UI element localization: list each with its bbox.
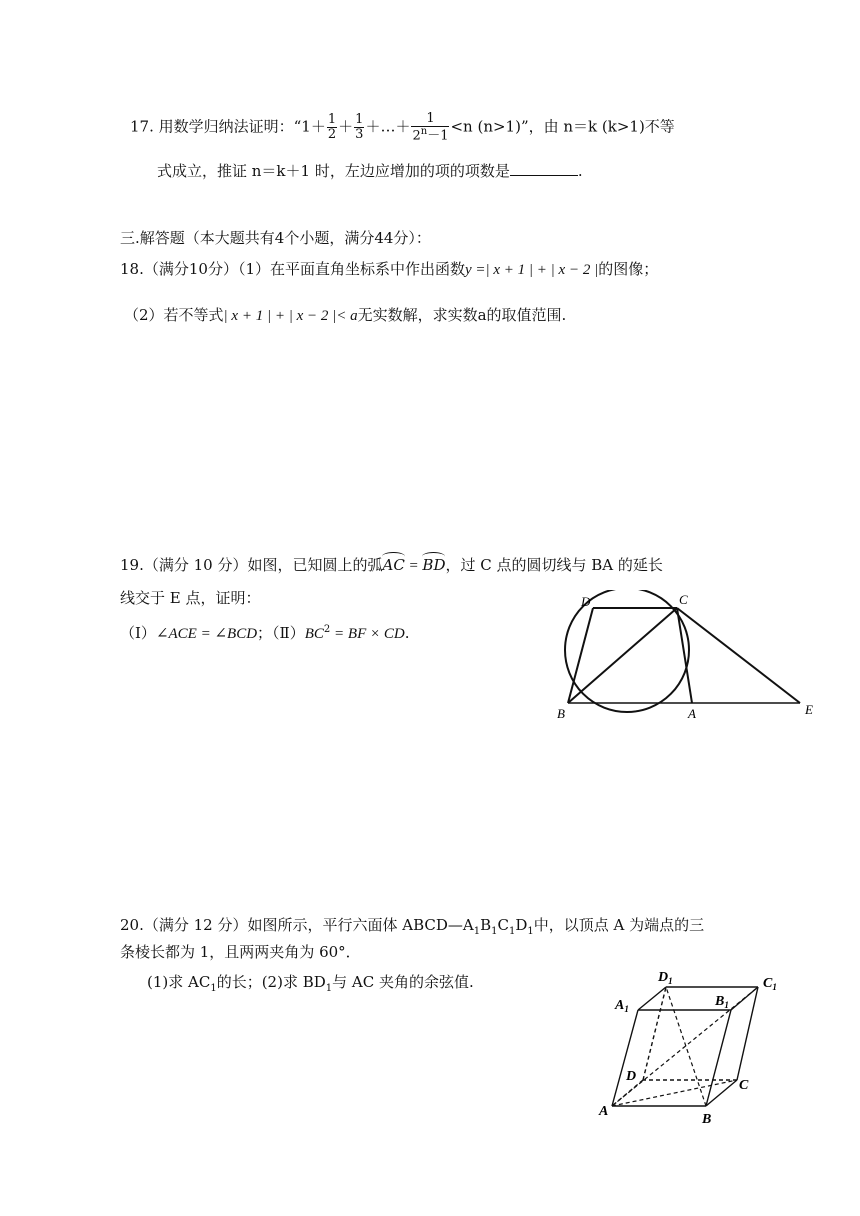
- answer-blank: [510, 175, 578, 176]
- q17-line2: 式成立，推证 n＝k＋1 时，左边应增加的项的项数是 .: [157, 162, 583, 180]
- segment-bc: [568, 608, 677, 703]
- q17-stem-prefix: 用数学归纳法证明：“1＋: [158, 117, 326, 136]
- q20-line1: 20.（满分 12 分）如图所示，平行六面体 $ABCD—A_1B_1C_1D_1$中，以顶点 A 为端点的三: [120, 916, 705, 937]
- circle-tangent-figure: [555, 590, 835, 750]
- label-d: D: [581, 594, 591, 609]
- q20-line2: 条棱长都为 1，且两两夹角为 60°．: [120, 943, 361, 961]
- parallelepiped-figure: [598, 965, 798, 1135]
- q18-inequality-formula: | x + 1 | + | x − 2 |< a: [223, 308, 358, 324]
- q18-line1: 18.（满分10分）（1）在平面直角坐标系中作出函数y =| x + 1 | + | x − 2 |的图像；: [120, 260, 659, 278]
- svg-text:B: B: [702, 1112, 712, 1127]
- svg-text:D: D: [626, 1069, 637, 1084]
- q19-line3: （Ⅰ）∠ACE = ∠BCD；$(Ⅱ)BC^2$ = BF × CD.: [120, 624, 410, 642]
- q17-stem-suffix: <n (n>1)”，由 n＝k (k>1)不等: [450, 117, 675, 136]
- svg-text:B1: $B_1$: [715, 994, 729, 1010]
- label-c: C: [679, 592, 688, 607]
- q17-line1: 17. 用数学归纳法证明：“1＋ $\frac{1}{2}$ ＋ $\frac{1}{3}$ ＋…＋ $\frac{1}{2^n-1}$ <n (n>1)”，由 n＝k (k>1)不等: [130, 111, 675, 143]
- svg-text:C: C: [739, 1078, 749, 1093]
- q17-fraction-3: $\frac{1}{2^n-1}$: [412, 111, 449, 143]
- arc-ac: AC: [382, 556, 405, 574]
- q19-line2: 线交于 E 点，证明：: [120, 589, 261, 607]
- svg-text:D1: $D_1$: [658, 970, 673, 986]
- arc-bd: BD: [422, 556, 446, 574]
- label-b: B: [557, 706, 565, 721]
- q20-line3: (1)求 $AC_1$的长；(2)求 $BD_1$与 AC 夹角的余弦值.: [147, 973, 474, 994]
- svg-text:A: A: [599, 1104, 609, 1119]
- svg-text:A1: $A_1$: [615, 998, 629, 1014]
- section-heading: 三.解答题（本大题共有4个小题，满分44分）：: [120, 229, 431, 247]
- label-a: A: [688, 706, 696, 721]
- label-e: E: [805, 702, 813, 717]
- q17-number: 17.: [130, 117, 154, 136]
- q17-fraction-1: $\frac{1}{2}$: [327, 112, 337, 142]
- diagonal-bd1: [666, 987, 706, 1106]
- q18-function-formula: y =| x + 1 | + | x − 2 |: [465, 262, 599, 278]
- q19-line1: 19.（满分 10 分）如图，已知圆上的弧AC = BD，过 C 点的圆切线与 BA 的延长: [120, 556, 663, 574]
- q17-fraction-2: $\frac{1}{3}$: [355, 112, 364, 142]
- tangent-ce: [677, 608, 800, 703]
- svg-text:C1: $C_1$: [763, 976, 777, 992]
- q18-line2: （2）若不等式| x + 1 | + | x − 2 |< a无实数解，求实数a的取值范围.: [124, 306, 567, 324]
